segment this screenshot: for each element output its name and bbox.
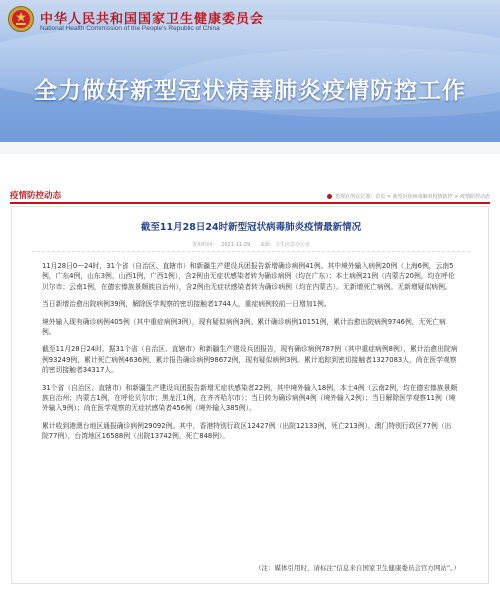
national-emblem-icon[interactable] [8, 6, 34, 32]
title-divider [32, 251, 470, 252]
breadcrumb [327, 193, 490, 200]
org-name-en: National Health Commission of the People's Republic of China [40, 25, 220, 32]
breadcrumb-text[interactable]: 您现在所在位置：首页 > 新型冠状病毒肺炎疫情防控 > 疫情防控动态 [335, 194, 490, 200]
article-body [42, 261, 458, 449]
header-divider [0, 142, 500, 154]
meta-label: 发布时间： [192, 242, 218, 248]
article-source: 来源：卫生应急办公室 [259, 242, 310, 248]
paragraph: 累计收到港澳台地区通报确诊病例29092例。其中，香港特别行政区12427例（出院12133例，死亡213例），澳门特别行政区77例（出院77例），台湾地区16588例（出院13742例，死亡848例）。 [42, 421, 452, 441]
article-panel [11, 206, 489, 584]
location-icon [327, 194, 332, 199]
banner-title: 全力做好新型冠状病毒肺炎疫情防控工作 [34, 78, 466, 104]
citation-note: （注：媒体引用时，请标注“信息来自国家卫生健康委员会官方网站”。） [255, 564, 460, 572]
paragraph: 11月28日0—24时，31个省（自治区、直辖市）和新疆生产建设兵团报告新增确诊病例41例。其中境外输入病例20例（上海6例，云南5例，广东4例，山东3例，山西1例，广西1例），含2例由无症状感染者转为确诊病例（均在广东）；本土病例21例（内蒙古20例，均在呼伦贝尔市；云南1例，在德宏傣族景颇族自治州），含2例由无症状感染者转为确诊病例（均在内蒙古）。无新增死亡病例。无新增疑似病例。 [42, 262, 455, 291]
paragraph: 当日新增治愈出院病例39例，解除医学观察的密切接触者1744人，重症病例较前一日增加1例。 [42, 300, 331, 309]
publish-date: 2021-11-29 [221, 242, 251, 248]
section-title[interactable]: 疫情防控动态 [10, 191, 62, 201]
paragraph: 截至11月28日24时，据31个省（自治区、直辖市）和新疆生产建设兵团报告，现有确诊病例787例（其中重症病例8例），累计治愈出院病例93249例，累计死亡病例4636例，累计报告确诊病例98672例，现有疑似病例3例。累计追踪到密切接触者1327083人，尚在医学观察的密切接触者34317人。 [42, 345, 458, 375]
paragraph: 31个省（自治区、直辖市）和新疆生产建设兵团报告新增无症状感染者22例，其中境外输入18例，本土4例（云南2例，均在德宏傣族景颇族自治州；内蒙古1例，在呼伦贝尔市；黑龙江1例，在齐齐哈尔市）；当日转为确诊病例4例（境外输入2例）；当日解除医学观察11例（境外输入9例）；尚在医学观察的无症状感染者456例（境外输入385例）。 [42, 383, 458, 413]
article-title: 截至11月28日24时新型冠状病毒肺炎疫情最新情况 [140, 222, 362, 233]
section-header [10, 186, 490, 204]
paragraph: 境外输入现有确诊病例405例（其中重症病例3例），现有疑似病例3例。累计确诊病例10151例，累计治愈出院病例9746例，无死亡病例。 [42, 317, 446, 337]
article-meta [12, 241, 490, 248]
org-name-cn[interactable]: 中华人民共和国国家卫生健康委员会 [40, 12, 265, 27]
site-header [0, 0, 500, 154]
